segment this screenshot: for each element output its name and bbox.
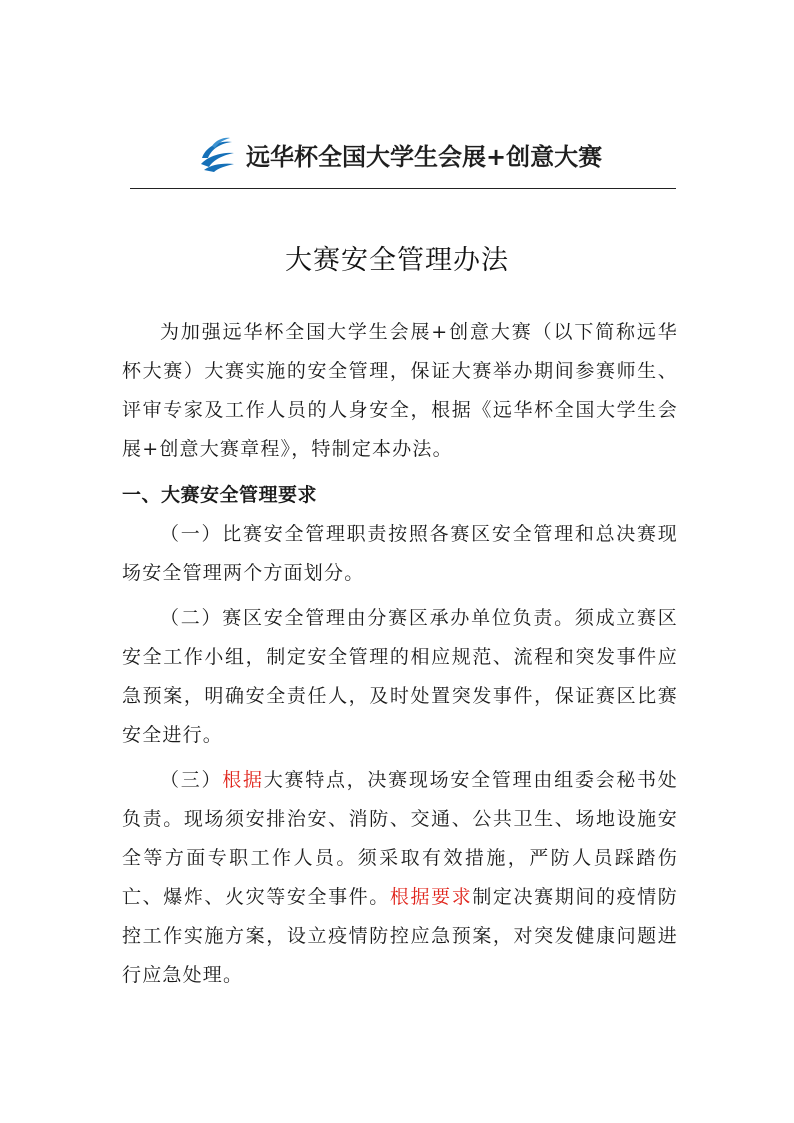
section-heading: 一、大赛安全管理要求: [122, 484, 318, 506]
item-3-text-part1: 大赛特点，决赛现场安全管理由组委会秘书处负责。现场须安排治安、消防、交通、公共卫生、场地设施安全等方面专职工作人员。须采取有效措施，严防人员踩踏伤亡、爆炸、火灾等安全事件。: [122, 769, 678, 908]
item-3-text-part2: 制定决赛期间的疫情防控工作实施方案，设立疫情防控应急预案，对突发健康问题进行应急处理。: [122, 886, 678, 986]
header-logo-row: [198, 134, 602, 174]
swoosh-logo-icon: [198, 134, 238, 174]
intro-paragraph: 为加强远华杯全国大学生会展+创意大赛（以下简称远华杯大赛）大赛实施的安全管理，保证大赛举办期间参赛师生、评审专家及工作人员的人身安全，根据《远华杯全国大学生会展+创意大赛章程》，特制定本办法。: [122, 321, 678, 460]
item-3-prefix: （三）: [160, 769, 223, 791]
section-item-2: （二）赛区安全管理由分赛区承办单位负责。须成立赛区安全工作小组，制定安全管理的相应规范、流程和突发事件应急预案，明确安全责任人，及时处置突发事件，保证赛区比赛安全进行。: [122, 607, 678, 746]
highlight-text: 根据要求: [389, 886, 473, 908]
document-body: [122, 313, 678, 995]
header-divider: [130, 188, 676, 189]
section-item-1: （一）比赛安全管理职责按照各赛区安全管理和总决赛现场安全管理两个方面划分。: [122, 523, 678, 584]
document-header: [130, 128, 676, 184]
highlight-text: 根据: [222, 769, 264, 791]
section-item-3: [122, 761, 678, 995]
document-title: 大赛安全管理办法: [285, 245, 509, 276]
organization-name: 远华杯全国大学生会展+创意大赛: [246, 142, 603, 171]
